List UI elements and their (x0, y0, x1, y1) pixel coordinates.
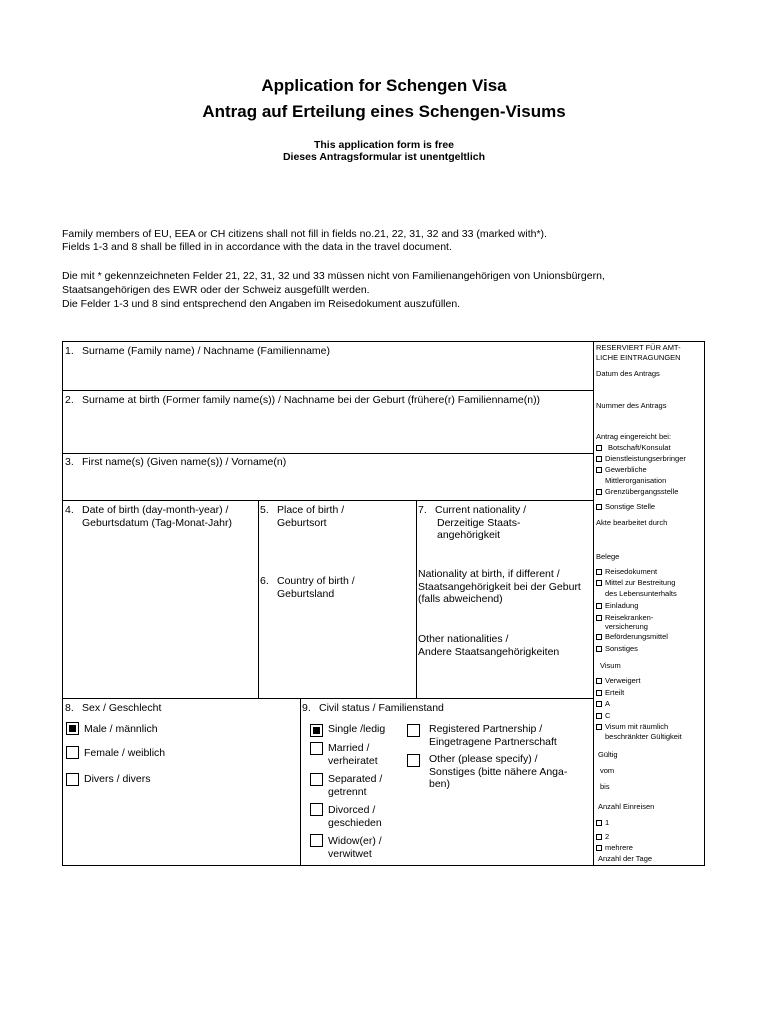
official-entries-multiple-option[interactable]: mehrere (596, 843, 633, 853)
field-5-label[interactable]: 5. Place of birth / Geburtsort (260, 504, 345, 529)
official-entries-2-option[interactable]: 2 (596, 832, 609, 842)
intro-line-3: Die mit * gekennzeichneten Felder 21, 22, 31, 32 und 33 müssen nicht von Familienangehörigen von Unionsbürgern, (62, 270, 605, 282)
checkbox-icon (596, 713, 602, 719)
free-notice-de: Dieses Antragsformular ist unentgeltlich (282, 151, 486, 163)
official-travel-document-option[interactable]: Reisedokument (596, 567, 657, 577)
checkbox-icon (596, 504, 602, 510)
checkbox-icon (596, 646, 602, 652)
civil-divorced-checkbox[interactable] (310, 803, 323, 816)
official-means-line2: des Lebensunterhalts (605, 589, 677, 598)
official-insurance-line2: versicherung (605, 622, 648, 631)
official-transport-option[interactable]: Beförderungsmittel (596, 632, 668, 642)
official-service-provider-option[interactable]: Dienstleistungserbringer (596, 454, 686, 464)
field-1-label[interactable]: 1. Surname (Family name) / Nachname (Familienname) (65, 345, 330, 357)
official-number-label: Nummer des Antrags (596, 401, 667, 410)
field-2-label[interactable]: 2. Surname at birth (Former family name(s)) / Nachname bei der Geburt (frühere(r) Familienname(n)) (65, 394, 541, 406)
intro-line-5: Die Felder 1-3 und 8 sind entsprechend den Angaben im Reisedokument auszufüllen. (62, 298, 461, 310)
sex-male-checkbox[interactable] (66, 722, 79, 735)
official-border-option[interactable]: Grenzübergangsstelle (596, 487, 678, 497)
free-notice-en: This application form is free (313, 139, 455, 151)
civil-registered-partnership-label: Registered Partnership / Eingetragene Partnerschaft (429, 723, 557, 748)
civil-single-label: Single /ledig (328, 723, 386, 735)
official-column-divider (593, 342, 594, 865)
official-entries-1-option[interactable]: 1 (596, 818, 609, 828)
sex-divers-label: Divers / divers (84, 773, 151, 785)
official-handled-by-label: Akte bearbeitet durch (596, 518, 668, 527)
civil-married-checkbox[interactable] (310, 742, 323, 755)
official-visa-c-option[interactable]: C (596, 711, 610, 721)
divider-4-8 (63, 698, 593, 699)
official-visa-label: Visum (600, 661, 621, 670)
application-form (62, 341, 705, 866)
checkbox-icon (596, 467, 602, 473)
field-4-label[interactable]: 4. Date of birth (day-month-year) / Geburtsdatum (Tag-Monat-Jahr) (65, 504, 232, 529)
official-submitted-label: Antrag eingereicht bei: (596, 432, 672, 441)
title-en: Application for Schengen Visa (261, 76, 507, 95)
field-9-label: 9. Civil status / Familienstand (302, 702, 444, 714)
official-invitation-option[interactable]: Einladung (596, 601, 638, 611)
official-other-option[interactable]: Sonstiges (596, 644, 638, 654)
checkbox-icon (596, 845, 602, 851)
checkbox-icon (596, 678, 602, 684)
civil-widowed-checkbox[interactable] (310, 834, 323, 847)
official-intermediary-line2: Mittlerorganisation (605, 476, 667, 485)
official-valid-label: Gültig (598, 750, 618, 759)
checkbox-icon (596, 569, 602, 575)
checkbox-icon (596, 690, 602, 696)
field-8-label: 8. Sex / Geschlecht (65, 702, 162, 714)
checkbox-icon (596, 603, 602, 609)
official-documents-label: Belege (596, 552, 620, 561)
official-issued-option[interactable]: Erteilt (596, 688, 624, 698)
checkbox-icon (596, 615, 602, 621)
divider-2-3 (63, 453, 593, 454)
sex-male-label: Male / männlich (84, 723, 158, 735)
official-visa-a-option[interactable]: A (596, 699, 610, 709)
divider-1-2 (63, 390, 593, 391)
field-7-label[interactable]: 7. Current nationality / Derzeitige Staats- angehörigkeit (418, 504, 527, 541)
divider-8-9 (300, 698, 301, 865)
official-from-label: vom (600, 766, 615, 775)
official-insurance-option[interactable]: Reisekranken- (596, 613, 653, 623)
nationality-at-birth-label[interactable]: Nationality at birth, if different / Staatsangehörigkeit bei der Geburt (falls abweichend) (418, 568, 581, 605)
sex-female-checkbox[interactable] (66, 746, 79, 759)
divider-3-4 (63, 500, 593, 501)
sex-female-label: Female / weiblich (84, 747, 166, 759)
official-entries-label: Anzahl Einreisen (598, 802, 655, 811)
official-use-heading: RESERVIERT FÜR AMT- LICHE EINTRAGUNGEN (596, 343, 681, 362)
checkbox-icon (596, 456, 602, 462)
intro-line-1: Family members of EU, EEA or CH citizens shall not fill in fields no.21, 22, 31, 32 and 33 (marked with*). (62, 228, 547, 240)
official-means-option[interactable]: Mittel zur Bestreitung (596, 578, 675, 588)
civil-separated-checkbox[interactable] (310, 773, 323, 786)
civil-separated-label: Separated / getrennt (328, 773, 383, 798)
official-intermediary-option[interactable]: Gewerbliche (596, 465, 647, 475)
official-days-label: Anzahl der Tage (598, 854, 653, 863)
civil-registered-partnership-checkbox[interactable] (407, 724, 420, 737)
divider-5-7 (416, 500, 417, 698)
civil-other-label: Other (please specify) / Sonstiges (bitte nähere Anga- ben) (429, 753, 568, 790)
checkbox-icon (596, 580, 602, 586)
civil-single-checkbox[interactable] (310, 724, 323, 737)
official-embassy-option[interactable]: Botschaft/Konsulat (596, 443, 671, 453)
checkbox-icon (596, 820, 602, 826)
field-3-label[interactable]: 3. First name(s) (Given name(s)) / Vorname(n) (65, 456, 287, 468)
checkbox-icon (596, 445, 602, 451)
checkbox-icon (596, 834, 602, 840)
checkbox-icon (596, 634, 602, 640)
checkbox-icon (596, 489, 602, 495)
checkbox-icon (596, 724, 602, 730)
official-ltv-line2: beschränkter Gültigkeit (605, 732, 682, 741)
official-other-office-option[interactable]: Sonstige Stelle (596, 502, 655, 512)
field-6-label[interactable]: 6. Country of birth / Geburtsland (260, 575, 355, 600)
intro-line-2: Fields 1-3 and 8 shall be filled in in accordance with the data in the travel document. (62, 241, 452, 253)
official-date-label: Datum des Antrags (596, 369, 660, 378)
official-until-label: bis (600, 782, 610, 791)
civil-other-checkbox[interactable] (407, 754, 420, 767)
divider-4-5 (258, 500, 259, 698)
sex-divers-checkbox[interactable] (66, 773, 79, 786)
civil-divorced-label: Divorced / geschieden (328, 804, 382, 829)
title-de: Antrag auf Erteilung eines Schengen-Visums (202, 102, 566, 121)
official-ltv-option[interactable]: Visum mit räumlich (596, 722, 668, 732)
other-nationalities-label[interactable]: Other nationalities / Andere Staatsangehörigkeiten (418, 633, 560, 658)
checkbox-icon (596, 701, 602, 707)
official-refused-option[interactable]: Verweigert (596, 676, 640, 686)
intro-line-4: Staatsangehörigen des EWR oder der Schweiz ausgefüllt werden. (62, 284, 370, 296)
civil-widowed-label: Widow(er) / verwitwet (328, 835, 382, 860)
civil-married-label: Married / verheiratet (328, 742, 378, 767)
